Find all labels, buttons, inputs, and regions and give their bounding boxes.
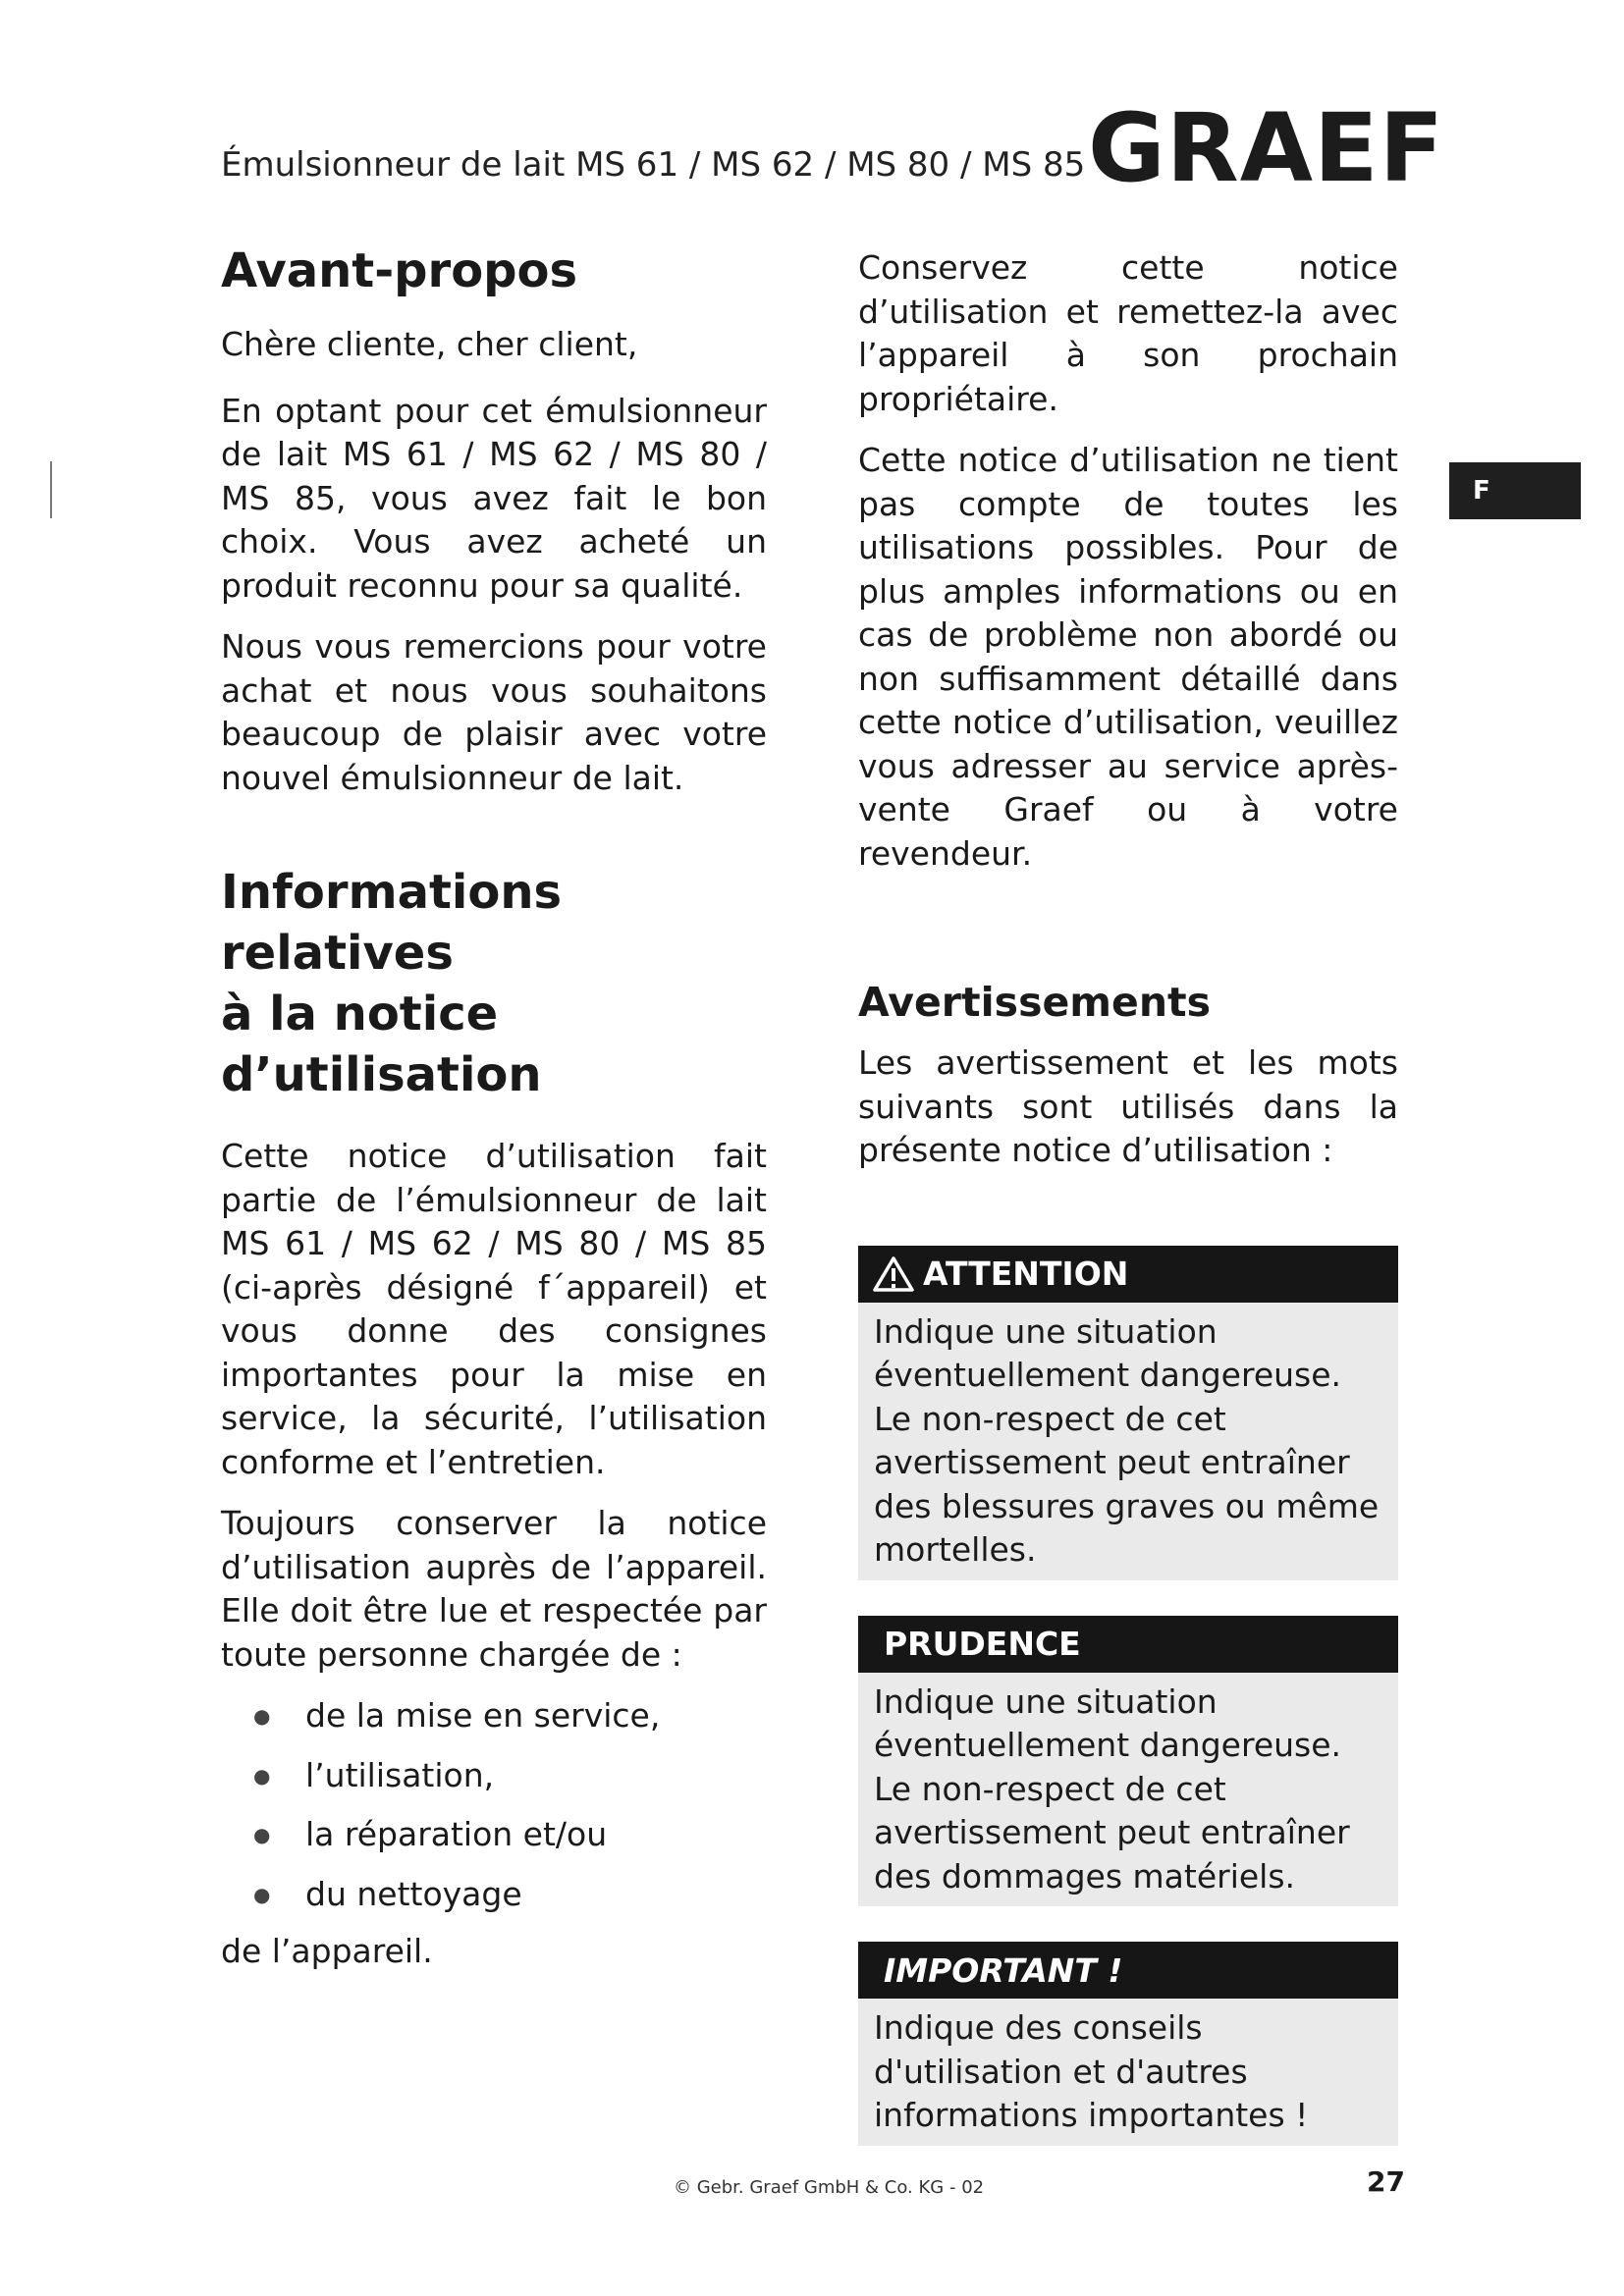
foreword-paragraph: Conservez cette notice d’utilisation et remettez-la avec l’appareil à son prochain propriétaire.: [858, 248, 1398, 418]
margin-mark: [50, 461, 52, 518]
notice-header: [858, 1616, 1398, 1673]
foreword-paragraph: Nous vous remercions pour votre achat et nous vous souhaitons beaucoup de plaisir avec votre nouvel émulsionneur de lait.: [221, 627, 767, 797]
notice-attention: [858, 1246, 1398, 1580]
left-column: [221, 240, 767, 1974]
notice-label: ATTENTION: [923, 1255, 1129, 1293]
notice-header: [858, 1246, 1398, 1303]
list-item: ● l’utilisation,: [221, 1754, 767, 1798]
info-heading-line: Informations relatives: [221, 865, 563, 981]
list-item: ● du nettoyage: [221, 1873, 767, 1917]
info-paragraph: Toujours conserver la notice d’utilisation auprès de l’appareil. Elle doit être lue et respectée par toute personne chargée de :: [221, 1504, 767, 1674]
page-header: Émulsionneur de lait MS 61 / MS 62 / MS 80 / MS 85: [221, 145, 1086, 185]
warnings-heading: Avertissements: [858, 979, 1212, 1026]
notice-text: Indique une situation éventuellement dangereuse. Le non-respect de cet avertissement peut entraîner des dommages matériels.: [858, 1673, 1398, 1907]
info-paragraph: Cette notice d’utilisation fait partie de l’émulsionneur de lait MS 61 / MS 62 / MS 80 / MS 85 (ci-après désigné f´appareil) et vous donne des consignes importantes pour la mise en service, la sécurité, l’utilisation conforme et l’entretien.: [221, 1137, 767, 1481]
notice-text: Indique une situation éventuellement dangereuse. Le non-respect de cet avertissement peut entraîner des blessures graves ou même mortelles.: [858, 1303, 1398, 1580]
foreword-paragraph: Cette notice d’utilisation ne tient pas compte de toutes les utilisations possibles. Pour de plus amples informations ou en cas de problème non abordé ou non suffisamment détaillé dans cette notice d’utilisation, veuillez vous adresser au service après-vente Graef ou à votre revendeur.: [858, 441, 1398, 873]
notice-text: Indique des conseils d'utilisation et d'autres informations importantes !: [858, 1999, 1398, 2146]
language-tab: F: [1449, 462, 1581, 519]
notice-header: [858, 1942, 1398, 1999]
foreword-heading: Avant-propos: [221, 243, 578, 298]
foreword-paragraph: En optant pour cet émulsionneur de lait MS 61 / MS 62 / MS 80 / MS 85, vous avez fait le bon choix. Vous avez acheté un produit reconnu pour sa qualité.: [221, 391, 767, 605]
warnings-intro: Les avertissement et les mots suivants sont utilisés dans la présente notice d’utilisation :: [858, 1043, 1398, 1169]
notice-label: PRUDENCE: [884, 1625, 1081, 1663]
info-heading-line: à la notice d’utilisation: [221, 987, 542, 1102]
info-heading: [221, 862, 767, 1105]
page-number: 27: [1367, 2165, 1405, 2198]
list-item: ● de la mise en service,: [221, 1694, 767, 1738]
brand-logo: GRAEF: [1088, 93, 1445, 203]
notice-label: IMPORTANT !: [884, 1950, 1123, 1990]
warning-triangle-icon: [872, 1255, 915, 1293]
right-column: [858, 240, 1398, 2146]
salutation: Chère cliente, cher client,: [221, 325, 638, 363]
list-item: ● la réparation et/ou: [221, 1813, 767, 1857]
notice-important: [858, 1942, 1398, 2146]
bullet-list: [221, 1694, 767, 1916]
info-closing: de l’appareil.: [221, 1932, 433, 1970]
notice-prudence: [858, 1616, 1398, 1907]
footer-copyright: © Gebr. Graef GmbH & Co. KG - 02: [674, 2177, 985, 2198]
